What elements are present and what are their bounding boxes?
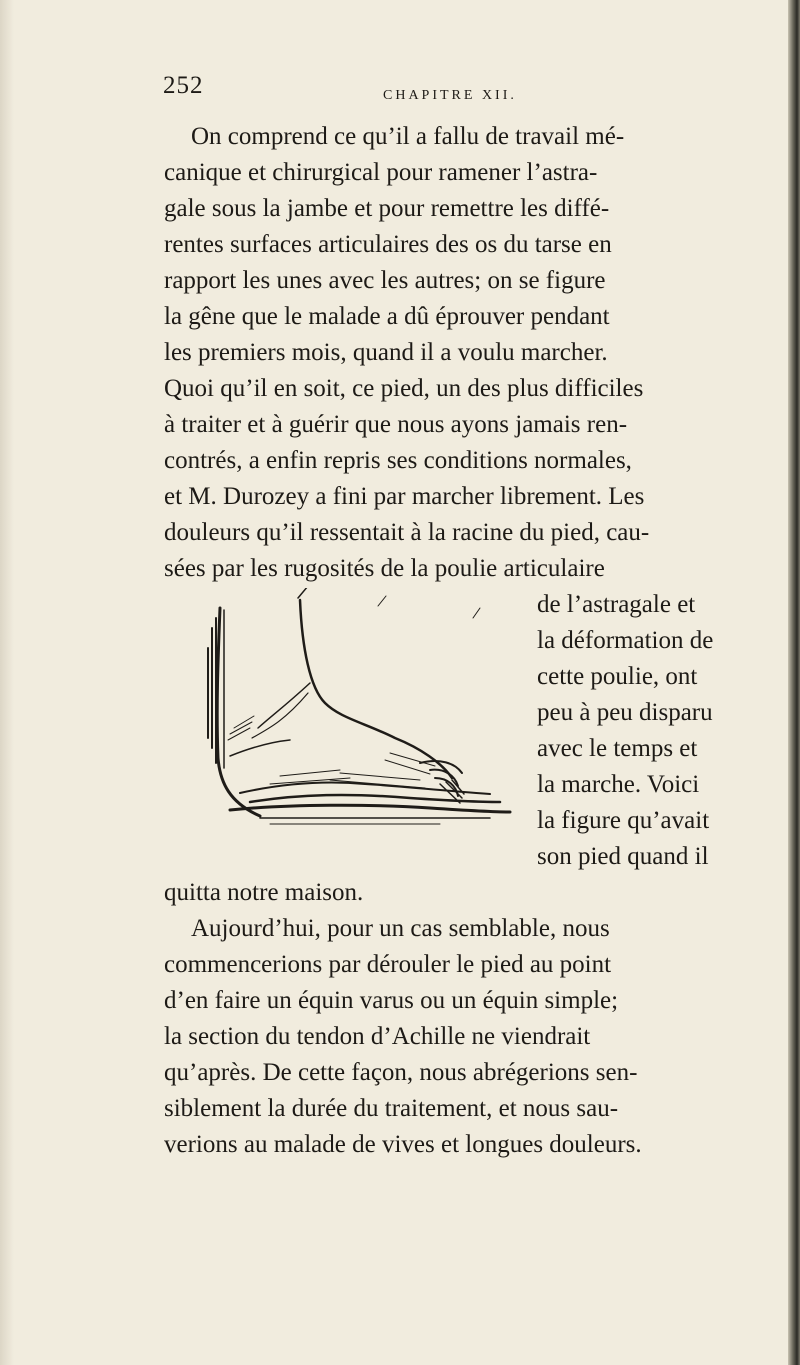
text-line: siblement la durée du traitement, et nous sau- <box>164 1095 619 1122</box>
text-line: rapport les unes avec les autres; on se figure <box>164 267 606 294</box>
text-line: On comprend ce qu’il a fallu de travail mé- <box>191 123 625 150</box>
text-line: verions au malade de vives et longues douleurs. <box>164 1131 642 1158</box>
text-line: cette poulie, ont <box>537 663 698 690</box>
text-line: qu’après. De cette façon, nous abrégerions sen- <box>164 1059 638 1086</box>
text-line: commencerions par dérouler le pied au point <box>164 951 612 978</box>
text-line: gale sous la jambe et pour remettre les diffé- <box>164 195 610 222</box>
text-line: peu à peu disparu <box>537 699 713 726</box>
text-line: contrés, a enfin repris ses conditions normales, <box>164 447 632 474</box>
text-line: et M. Durozey a fini par marcher librement. Les <box>164 483 645 510</box>
page-edge <box>788 0 800 1365</box>
text-line: canique et chirurgical pour ramener l’astra- <box>164 159 598 186</box>
text-line: la gêne que le malade a dû éprouver pendant <box>164 303 610 330</box>
text-line: avec le temps et <box>537 735 698 762</box>
text-line: son pied quand il <box>537 843 709 870</box>
running-title: CHAPITRE XII. <box>383 88 517 103</box>
text-line: Aujourd’hui, pour un cas semblable, nous <box>191 915 610 942</box>
text-line: douleurs qu’il ressentait à la racine du pied, cau- <box>164 519 650 546</box>
text-line: de l’astragale et <box>537 591 696 618</box>
text-line: d’en faire un équin varus ou un équin simple; <box>164 987 619 1014</box>
page-gutter-shadow <box>0 0 14 1365</box>
foot-engraving-icon <box>190 588 520 844</box>
text-line: quitta notre maison. <box>164 879 364 906</box>
text-line: la section du tendon d’Achille ne viendrait <box>164 1023 591 1050</box>
text-line: la marche. Voici <box>537 771 700 798</box>
text-line: Quoi qu’il en soit, ce pied, un des plus difficiles <box>164 375 644 402</box>
text-line: rentes surfaces articulaires des os du tarse en <box>164 231 612 258</box>
text-line: à traiter et à guérir que nous ayons jamais ren- <box>164 411 628 438</box>
text-line: la figure qu’avait <box>537 807 710 834</box>
text-line: la déformation de <box>537 627 714 654</box>
text-line: les premiers mois, quand il a voulu marcher. <box>164 339 608 366</box>
page-number: 252 <box>163 72 204 99</box>
text-line: sées par les rugosités de la poulie articulaire <box>164 555 605 582</box>
